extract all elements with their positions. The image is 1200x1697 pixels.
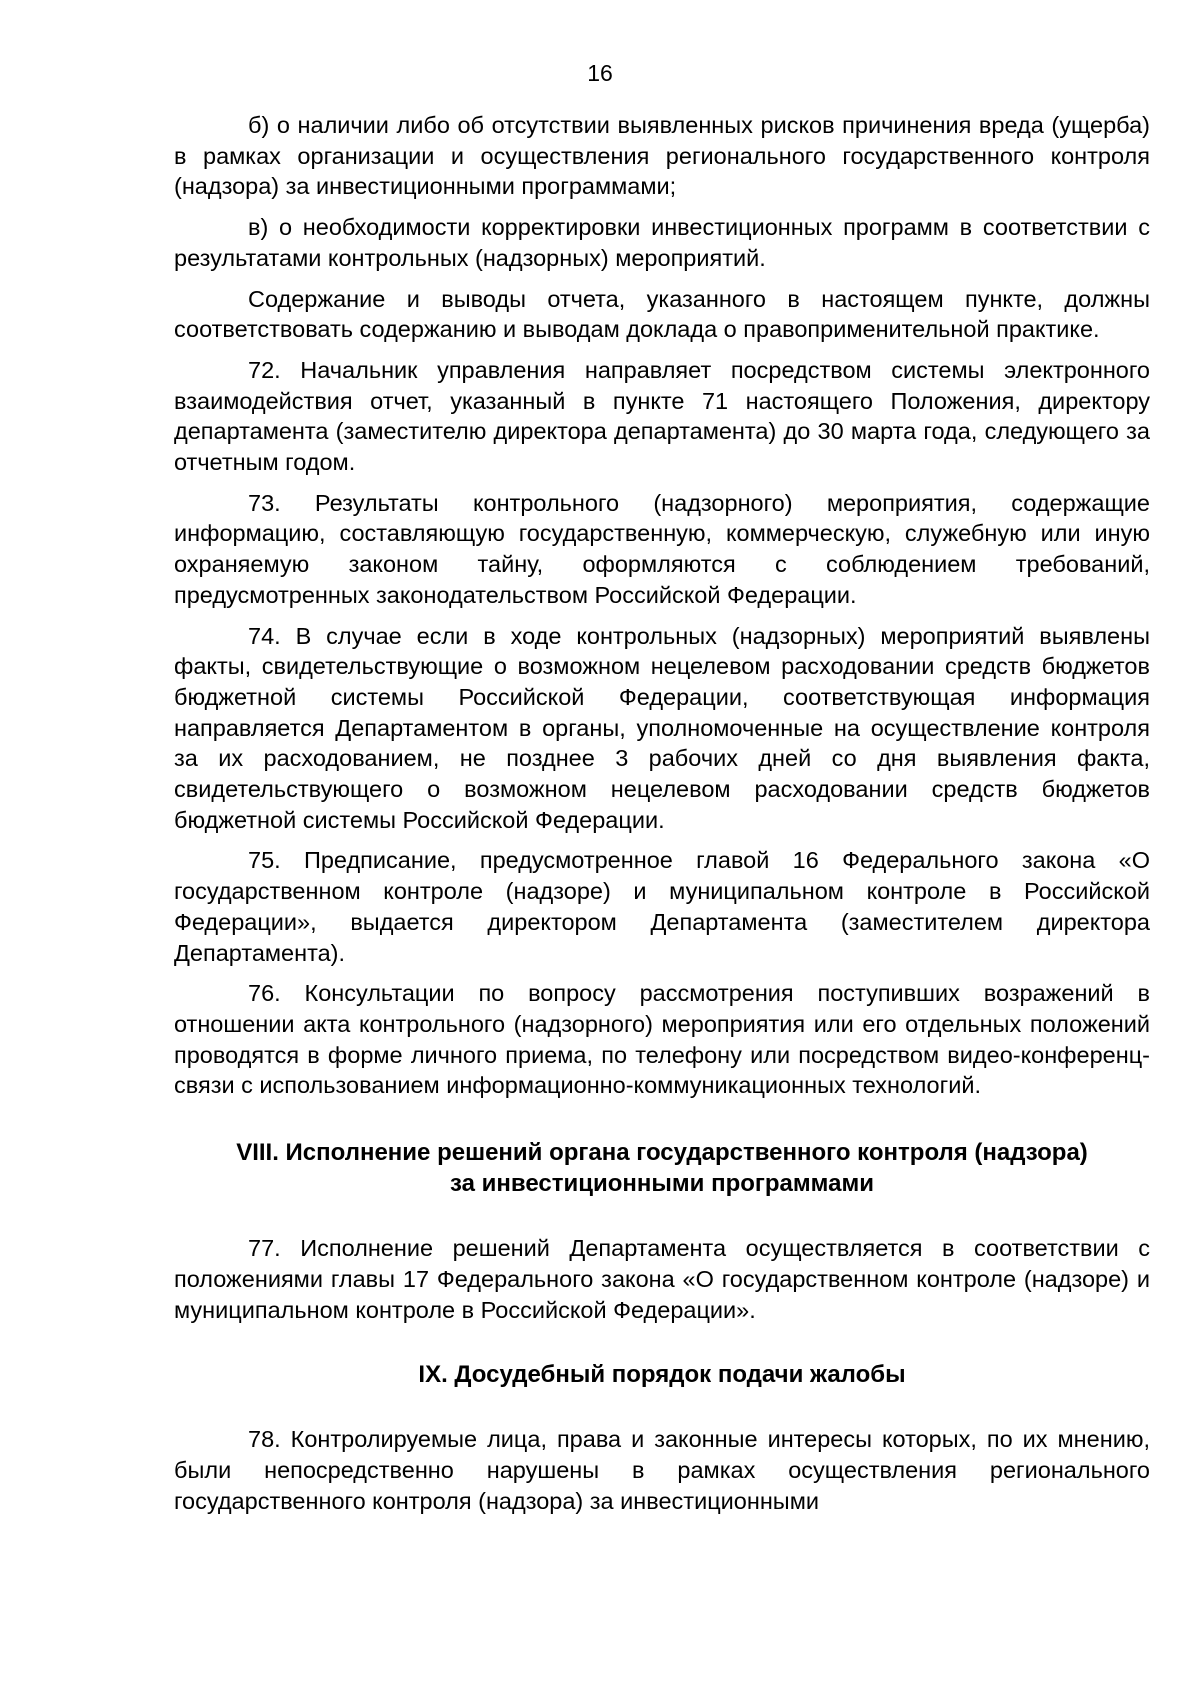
page-number: 16 xyxy=(587,60,613,86)
paragraph-74: 74. В случае если в ходе контрольных (надзорных) мероприятий выявлены факты, свидетельствующие о возможном нецелевом расходовании средств бюджетов бюджетной системы Российской Федерации, соответствующая информация направляется Департаментом в органы, уполномоченные на осуществление контроля за их расходованием, не позднее 3 рабочих дней со дня выявления факта, свидетельствующего о возможном нецелевом расходовании средств бюджетов бюджетной системы Российской Федерации. xyxy=(174,622,1150,833)
section-8-heading-line-2: за инвестиционными программами xyxy=(450,1170,874,1198)
section-8-heading-line-1: VIII. Исполнение решений органа государственного контроля (надзора) xyxy=(236,1139,1088,1167)
paragraph-71-conclusion: Содержание и выводы отчета, указанного в настоящем пункте, должны соответствовать содержанию и выводам доклада о правоприменительной практике. xyxy=(174,285,1150,343)
section-8-heading xyxy=(174,1137,1150,1199)
paragraph-77: 77. Исполнение решений Департамента осуществляется в соответствии с положениями главы 17 Федерального закона «О государственном контроле (надзоре) и муниципальном контроле в Российской Федерации». xyxy=(174,1235,1150,1323)
section-9-heading: IX. Досудебный порядок подачи жалобы xyxy=(418,1361,906,1389)
paragraph-78: 78. Контролируемые лица, права и законные интересы которых, по их мнению, были непосредственно нарушены в рамках осуществления регионального государственного контроля (надзора) за инвестиционными xyxy=(174,1426,1150,1514)
paragraph-75: 75. Предписание, предусмотренное главой 16 Федерального закона «О государственном контроле (надзоре) и муниципальном контроле в Российской Федерации», выдается директором Департамента (заместителем директора Департамента). xyxy=(174,847,1150,966)
paragraph-71-b: б) о наличии либо об отсутствии выявленных рисков причинения вреда (ущерба) в рамках организации и осуществления регионального государственного контроля (надзора) за инвестиционными программами; xyxy=(174,112,1150,200)
paragraph-71-v: в) о необходимости корректировки инвестиционных программ в соответствии с результатами контрольных (надзорных) мероприятий. xyxy=(174,214,1150,271)
paragraph-76: 76. Консультации по вопросу рассмотрения поступивших возражений в отношении акта контрольного (надзорного) мероприятия или его отдельных положений проводятся в форме личного приема, по телефону или посредством видео-конференц-связи с использованием информационно-коммуникационных технологий. xyxy=(174,980,1150,1099)
document-body xyxy=(174,110,1150,1526)
paragraph-72: 72. Начальник управления направляет посредством системы электронного взаимодействия отчет, указанный в пункте 71 настоящего Положения, директору департамента (заместителю директора департамента) до 30 марта года, следующего за отчетным годом. xyxy=(174,356,1150,476)
paragraph-73: 73. Результаты контрольного (надзорного) мероприятия, содержащие информацию, составляющую государственную, коммерческую, служебную или иную охраняемую законом тайну, оформляются с соблюдением требований, предусмотренных законодательством Российской Федерации. xyxy=(174,489,1150,608)
